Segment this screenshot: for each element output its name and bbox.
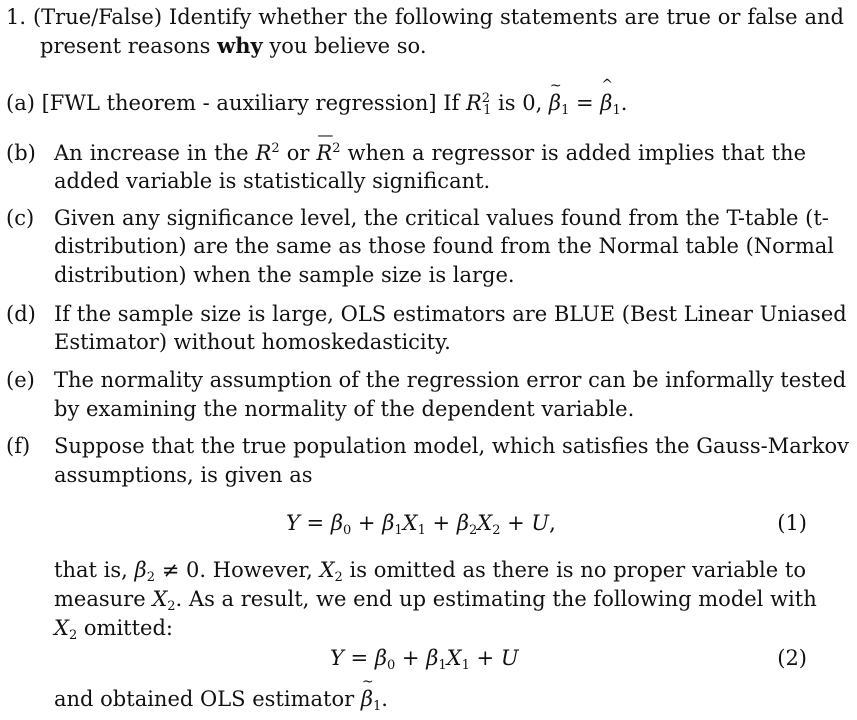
item-c-label: (c): [6, 206, 35, 230]
beta-hat-symbol: ^ β: [600, 77, 614, 115]
emphasis-why: why: [217, 33, 263, 58]
item-f-line-3: that is, $\beta_2 \ne 0$. However, $X_2$ is omitted as there is no proper variable to: [54, 558, 806, 585]
item-e-line-1: The normality assumption of the regression error can be informally tested: [54, 368, 847, 392]
beta-tilde-symbol: ~ β: [548, 78, 562, 115]
problem-intro-line-2: present reasons why you believe so.: [40, 33, 427, 58]
item-b-line-1: An increase in the $R^2$ or — $R^2$ when a regressor is added implies that the: [54, 125, 807, 165]
item-b-line-2: added variable is statistically significant.: [54, 169, 491, 193]
item-f-line-2: assumptions, is given as: [54, 463, 313, 487]
equation-1: $Y = \beta_0 + \beta_1X_1 + \beta_2X_2 + U$,: [286, 511, 556, 538]
item-e-line-2: by examining the normality of the dependent variable.: [54, 397, 635, 421]
equation-2-number: (2): [777, 646, 807, 670]
problem-intro-line-1: [6, 4, 844, 30]
item-b-label: (b): [6, 141, 36, 165]
item-f-line-1: Suppose that the true population model, which satisfies the Gauss-Markov: [54, 434, 849, 458]
equation-1-number: (1): [777, 511, 807, 535]
item-c-line-3: distribution) when the sample size is large.: [54, 263, 515, 287]
item-f-line-6: and obtained OLS estimator ~ $\beta_1$.: [54, 674, 388, 714]
item-f-line-4: measure $X_2$. As a result, we end up estimating the following model with: [54, 587, 817, 614]
item-c-line-1: Given any significance level, the critical values found from the T-table (t-: [54, 206, 829, 230]
item-d-label: (d): [6, 302, 36, 326]
item-e-label: (e): [6, 368, 35, 392]
item-f-label: (f): [6, 434, 31, 458]
beta-tilde-symbol: ~ β: [360, 674, 374, 711]
equation-2: $Y = \beta_0 + \beta_1X_1 + U$: [330, 646, 519, 673]
problem-number: 1.: [6, 5, 27, 29]
item-label-a: (a): [6, 91, 35, 115]
item-c-line-2: distribution) are the same as those found from the Normal table (Normal: [54, 234, 834, 258]
problem-intro-text: (True/False) Identify whether the following statements are true or false and: [32, 5, 844, 29]
item-d-line-1: If the sample size is large, OLS estimators are BLUE (Best Linear Uniased: [54, 302, 847, 326]
r-bar-symbol: — R: [316, 125, 334, 165]
item-a: (a) [FWL theorem - auxiliary regression] If $R^2_1$ is 0, ~ $\beta_1$ = ^ $\beta_1$.: [6, 77, 628, 118]
item-f-line-5: $X_2$ omitted:: [54, 616, 174, 643]
item-d-line-2: Estimator) without homoskedasticity.: [54, 330, 451, 354]
